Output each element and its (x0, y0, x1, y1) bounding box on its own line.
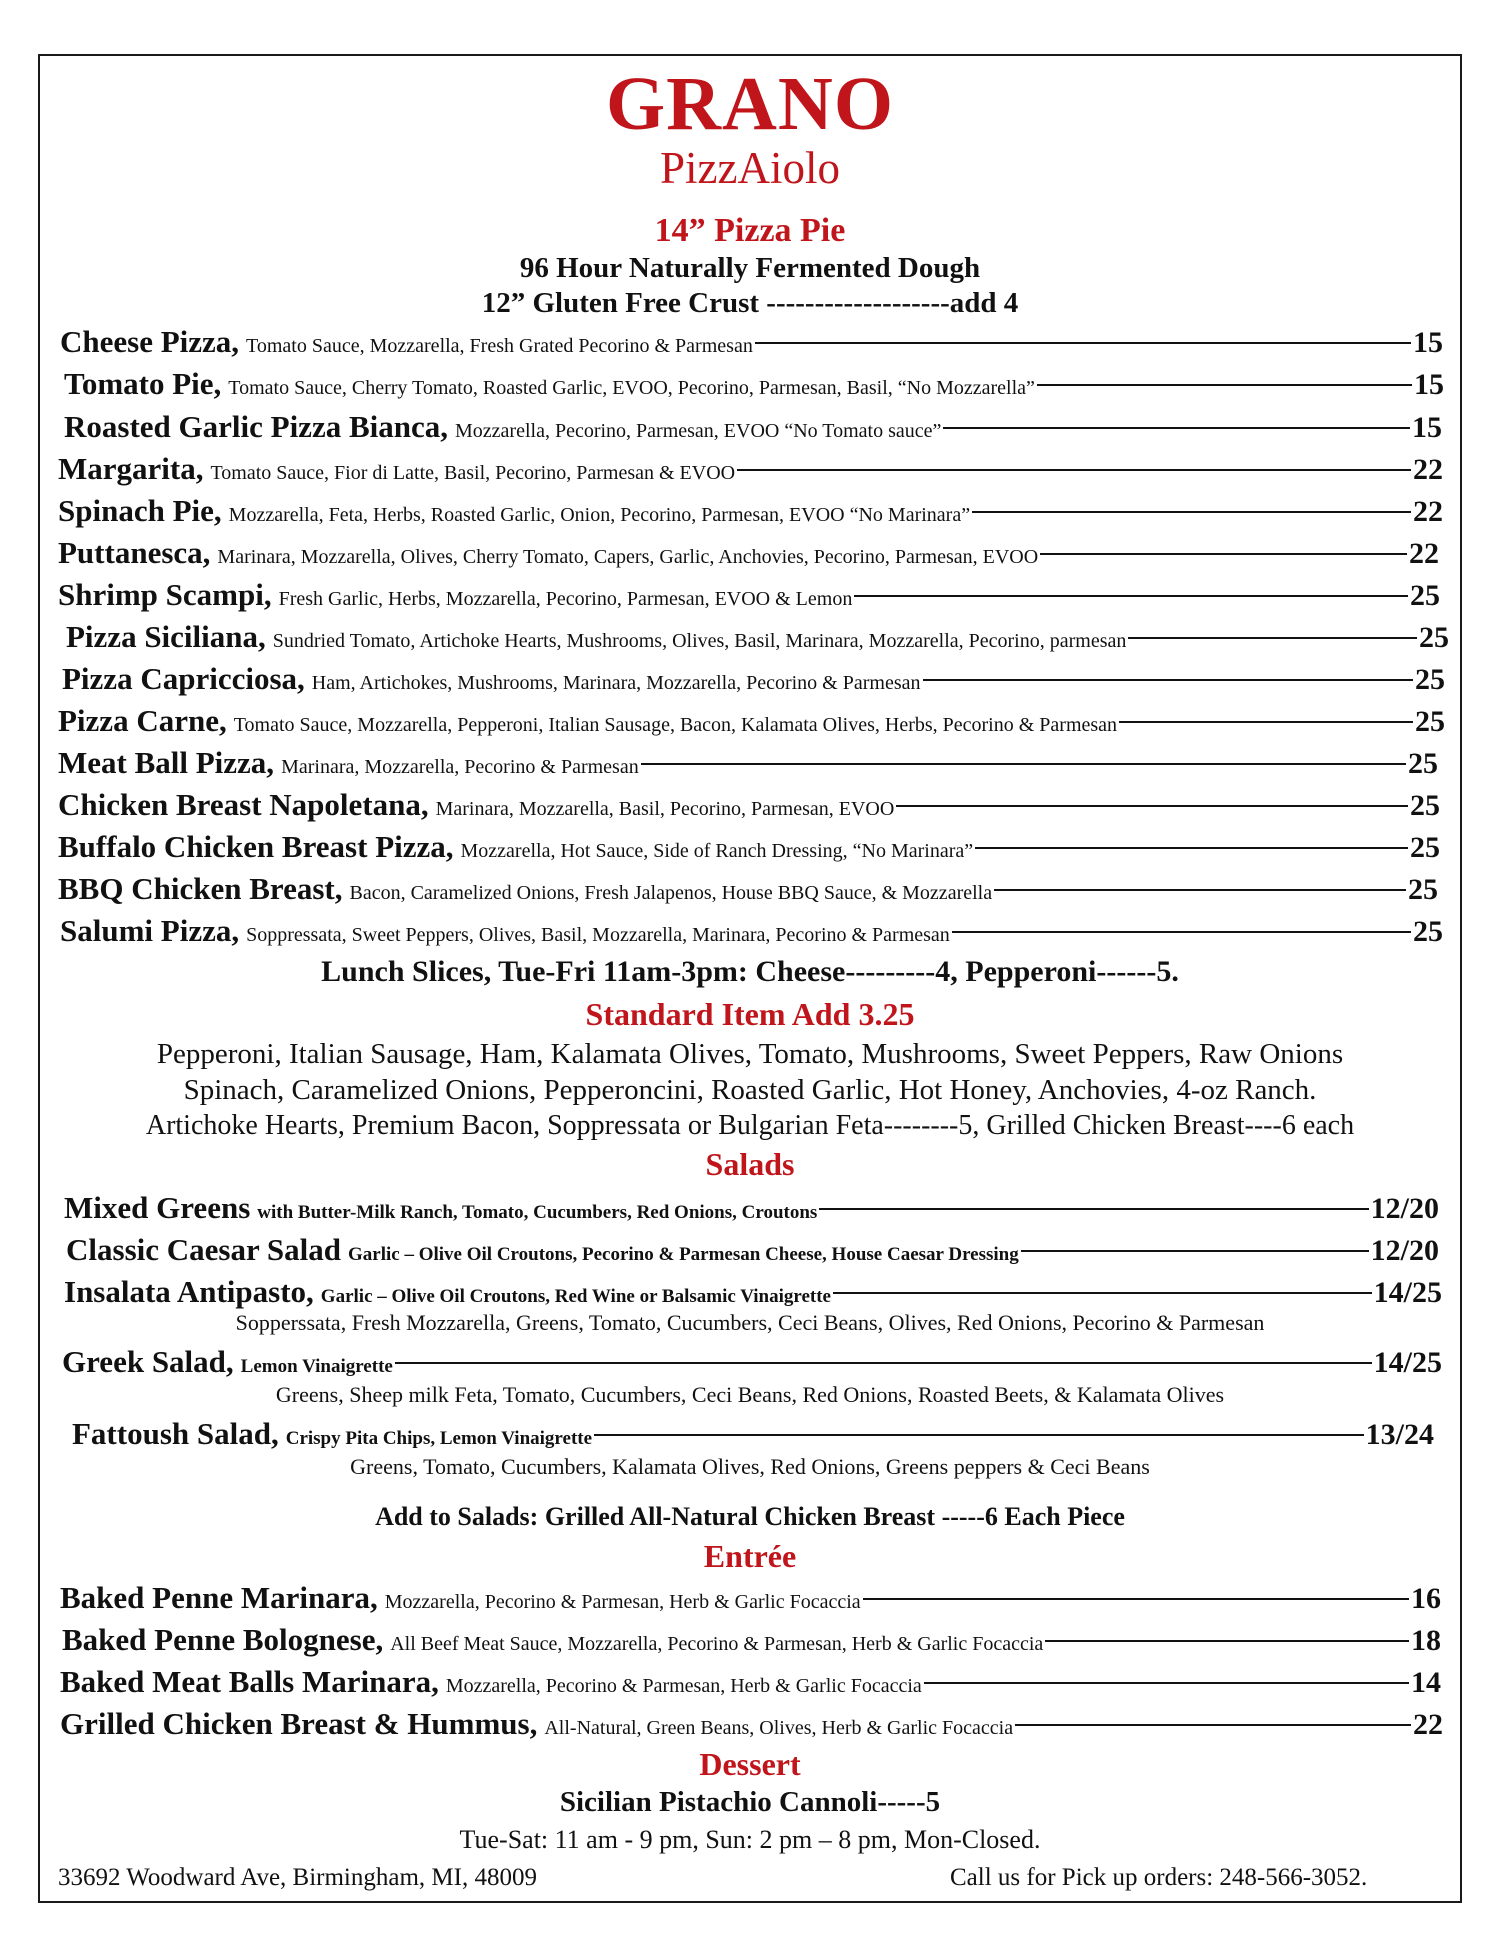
item-desc: Mozzarella, Pecorino, Parmesan, EVOO “No Tomato sauce” (455, 420, 942, 442)
item-desc: Lemon Vinaigrette (240, 1356, 393, 1377)
item-name: Puttanesca, (58, 535, 211, 570)
menu-item (58, 493, 1443, 529)
item-price: 25 (1415, 705, 1445, 738)
item-price: 15 (1414, 368, 1444, 401)
item-price: 25 (1415, 663, 1445, 696)
item-desc: Marinara, Mozzarella, Pecorino & Parmesan (281, 756, 639, 778)
item-name: Insalata Antipasto, (64, 1274, 314, 1309)
leader-line (924, 1682, 1409, 1684)
item-name: Cheese Pizza, (60, 324, 240, 359)
entree-heading: Entrée (703, 1538, 797, 1574)
item-desc: Garlic – Olive Oil Croutons, Red Wine or Balsamic Vinaigrette (320, 1286, 831, 1307)
dough-note: 96 Hour Naturally Fermented Dough (519, 252, 981, 284)
leader-line (819, 1208, 1368, 1210)
gluten-free-note: 12” Gluten Free Crust -------------------add 4 (481, 287, 1019, 319)
leader-line (737, 469, 1411, 471)
leader-line (923, 679, 1414, 681)
menu-item (64, 409, 1442, 445)
item-price: 12/20 (1370, 1192, 1439, 1225)
item-name: Shrimp Scampi, (58, 577, 272, 612)
item-desc: Bacon, Caramelized Onions, Fresh Jalapenos, House BBQ Sauce, & Mozzarella (349, 882, 993, 904)
salads-heading: Salads (705, 1146, 795, 1182)
menu-item (66, 619, 1449, 655)
item-price: 22 (1413, 453, 1443, 486)
item-desc: Ham, Artichokes, Mushrooms, Marinara, Mozzarella, Pecorino & Parmesan (311, 672, 921, 694)
menu-item (60, 913, 1443, 949)
item-desc: Soppressata, Sweet Peppers, Olives, Basil, Mozzarella, Marinara, Pecorino & Parmesan (246, 924, 950, 946)
item-price: 15 (1413, 326, 1443, 359)
item-desc: Mozzarella, Pecorino & Parmesan, Herb & Garlic Focaccia (384, 1591, 861, 1613)
item-name: Baked Penne Marinara, (60, 1580, 378, 1615)
item-name: Pizza Capricciosa, (62, 661, 305, 696)
menu-item (72, 1416, 1434, 1452)
item-price: 16 (1411, 1582, 1441, 1615)
pizza-heading: 14” Pizza Pie (654, 212, 846, 249)
item-desc: Tomato Sauce, Mozzarella, Fresh Grated Pecorino & Parmesan (246, 335, 753, 357)
item-price: 18 (1411, 1624, 1441, 1657)
menu-item (58, 577, 1440, 613)
item-name: Grilled Chicken Breast & Hummus, (60, 1706, 538, 1741)
restaurant-subtitle: PizzAiolo (660, 143, 840, 193)
menu-item (58, 745, 1438, 781)
item-desc: Tomato Sauce, Fior di Latte, Basil, Pecorino, Parmesan & EVOO (210, 462, 736, 484)
toppings-heading: Standard Item Add 3.25 (585, 996, 915, 1032)
item-name: Pizza Carne, (58, 703, 227, 738)
dessert-heading: Dessert (699, 1746, 801, 1782)
menu-item (60, 1580, 1441, 1616)
item-desc: Mozzarella, Feta, Herbs, Roasted Garlic, Onion, Pecorino, Parmesan, EVOO “No Marinara” (228, 504, 971, 526)
item-price: 15 (1412, 411, 1442, 444)
toppings-line: Spinach, Caramelized Onions, Pepperoncini, Roasted Garlic, Hot Honey, Anchovies, 4-oz Ranch. (183, 1074, 1317, 1106)
leader-line (594, 1434, 1364, 1436)
item-name: Tomato Pie, (64, 366, 222, 401)
item-price: 25 (1413, 915, 1443, 948)
item-price: 25 (1410, 579, 1440, 612)
menu-item (58, 787, 1440, 823)
toppings-line: Pepperoni, Italian Sausage, Ham, Kalamata Olives, Tomato, Mushrooms, Sweet Peppers, Raw Onions (156, 1038, 1344, 1070)
item-desc: All Beef Meat Sauce, Mozzarella, Pecorino & Parmesan, Herb & Garlic Focaccia (390, 1633, 1044, 1655)
address: 33692 Woodward Ave, Birmingham, MI, 48009 (58, 1864, 537, 1891)
opening-hours: Tue-Sat: 11 am - 9 pm, Sun: 2 pm – 8 pm, Mon-Closed. (459, 1825, 1041, 1854)
leader-line (943, 427, 1410, 429)
menu-item (66, 1232, 1439, 1268)
item-name: Roasted Garlic Pizza Bianca, (64, 409, 448, 444)
item-price: 14 (1411, 1666, 1441, 1699)
menu-item (58, 703, 1445, 739)
menu-item (62, 1344, 1442, 1380)
item-name: Pizza Siciliana, (66, 619, 266, 654)
item-name: BBQ Chicken Breast, (58, 871, 343, 906)
salad-add-note: Add to Salads: Grilled All-Natural Chicken Breast -----6 Each Piece (375, 1502, 1125, 1531)
item-price: 14/25 (1373, 1276, 1442, 1309)
leader-line (1021, 1250, 1369, 1252)
leader-line (863, 1598, 1409, 1600)
leader-line (1045, 1640, 1409, 1642)
menu-item (58, 829, 1440, 865)
menu-item (60, 324, 1443, 360)
menu-item (62, 1622, 1441, 1658)
salad-ingredients: Greens, Tomato, Cucumbers, Kalamata Olives, Red Onions, Greens peppers & Ceci Beans (350, 1454, 1150, 1479)
item-name: Meat Ball Pizza, (58, 745, 275, 780)
menu-item (58, 535, 1439, 571)
leader-line (1119, 721, 1413, 723)
item-desc: Marinara, Mozzarella, Olives, Cherry Tomato, Capers, Garlic, Anchovies, Pecorino, Parmesan, EVOO (217, 546, 1039, 568)
leader-line (833, 1292, 1372, 1294)
leader-line (975, 847, 1408, 849)
item-desc: Mozzarella, Pecorino & Parmesan, Herb & Garlic Focaccia (445, 1675, 922, 1697)
leader-line (1037, 384, 1412, 386)
leader-line (1040, 553, 1407, 555)
lunch-slices: Lunch Slices, Tue-Fri 11am-3pm: Cheese---------4, Pepperoni------5. (321, 955, 1179, 988)
item-price: 13/24 (1365, 1418, 1434, 1451)
item-price: 25 (1410, 831, 1440, 864)
item-name: Baked Penne Bolognese, (62, 1622, 384, 1657)
menu-item (58, 451, 1443, 487)
item-name: Mixed Greens (64, 1190, 251, 1225)
item-name: Chicken Breast Napoletana, (58, 787, 429, 822)
item-price: 25 (1408, 747, 1438, 780)
toppings-line: Artichoke Hearts, Premium Bacon, Soppressata or Bulgarian Feta--------5, Grilled Chicken Breast----6 each (145, 1110, 1355, 1141)
restaurant-name: GRANO (606, 62, 894, 146)
item-price: 25 (1410, 789, 1440, 822)
item-price: 14/25 (1373, 1346, 1442, 1379)
menu-item (64, 1274, 1442, 1310)
leader-line (972, 511, 1411, 513)
item-name: Baked Meat Balls Marinara, (60, 1664, 439, 1699)
menu-item (64, 366, 1444, 402)
menu-item (58, 871, 1438, 907)
menu-item (60, 1664, 1441, 1700)
item-name: Buffalo Chicken Breast Pizza, (58, 829, 454, 864)
item-desc: Mozzarella, Hot Sauce, Side of Ranch Dressing, “No Marinara” (460, 840, 974, 862)
leader-line (395, 1362, 1372, 1364)
item-name: Spinach Pie, (58, 493, 222, 528)
phone-number: Call us for Pick up orders: 248-566-3052. (950, 1864, 1368, 1891)
menu-item (62, 661, 1445, 697)
item-desc: Fresh Garlic, Herbs, Mozzarella, Pecorino, Parmesan, EVOO & Lemon (278, 588, 853, 610)
leader-line (641, 763, 1406, 765)
item-desc: Tomato Sauce, Mozzarella, Pepperoni, Italian Sausage, Bacon, Kalamata Olives, Herbs, Pecorino & Parmesan (233, 714, 1118, 736)
item-desc: Marinara, Mozzarella, Basil, Pecorino, Parmesan, EVOO (435, 798, 895, 820)
leader-line (854, 595, 1408, 597)
item-name: Greek Salad, (62, 1344, 234, 1379)
leader-line (994, 889, 1406, 891)
item-desc: All-Natural, Green Beans, Olives, Herb & Garlic Focaccia (544, 1717, 1014, 1739)
item-price: 12/20 (1370, 1234, 1439, 1267)
item-price: 22 (1413, 1708, 1443, 1741)
leader-line (755, 342, 1411, 344)
item-price: 25 (1419, 621, 1449, 654)
item-desc: with Butter-Milk Ranch, Tomato, Cucumbers, Red Onions, Croutons (257, 1202, 818, 1223)
item-desc: Sundried Tomato, Artichoke Hearts, Mushrooms, Olives, Basil, Marinara, Mozzarella, Pecorino, parmesan (272, 630, 1127, 652)
item-price: 22 (1413, 495, 1443, 528)
item-desc: Garlic – Olive Oil Croutons, Pecorino & Parmesan Cheese, House Caesar Dressing (348, 1244, 1019, 1265)
menu-item (60, 1706, 1443, 1742)
item-price: 25 (1408, 873, 1438, 906)
salad-ingredients: Sopperssata, Fresh Mozzarella, Greens, Tomato, Cucumbers, Ceci Beans, Olives, Red Onions, Pecorino & Parmesan (235, 1310, 1265, 1335)
leader-line (952, 931, 1411, 933)
item-name: Fattoush Salad, (72, 1416, 279, 1451)
dessert-item: Sicilian Pistachio Cannoli-----5 (559, 1786, 941, 1818)
item-name: Margarita, (58, 451, 204, 486)
item-desc: Crispy Pita Chips, Lemon Vinaigrette (285, 1428, 593, 1449)
item-price: 22 (1409, 537, 1439, 570)
leader-line (1128, 637, 1417, 639)
salad-ingredients: Greens, Sheep milk Feta, Tomato, Cucumbers, Ceci Beans, Red Onions, Roasted Beets, & Kalamata Olives (275, 1382, 1225, 1407)
item-name: Classic Caesar Salad (66, 1232, 342, 1267)
leader-line (896, 805, 1408, 807)
item-name: Salumi Pizza, (60, 913, 240, 948)
leader-line (1015, 1724, 1411, 1726)
item-desc: Tomato Sauce, Cherry Tomato, Roasted Garlic, EVOO, Pecorino, Parmesan, Basil, “No Mozzarella” (228, 377, 1035, 399)
menu-item (64, 1190, 1439, 1226)
